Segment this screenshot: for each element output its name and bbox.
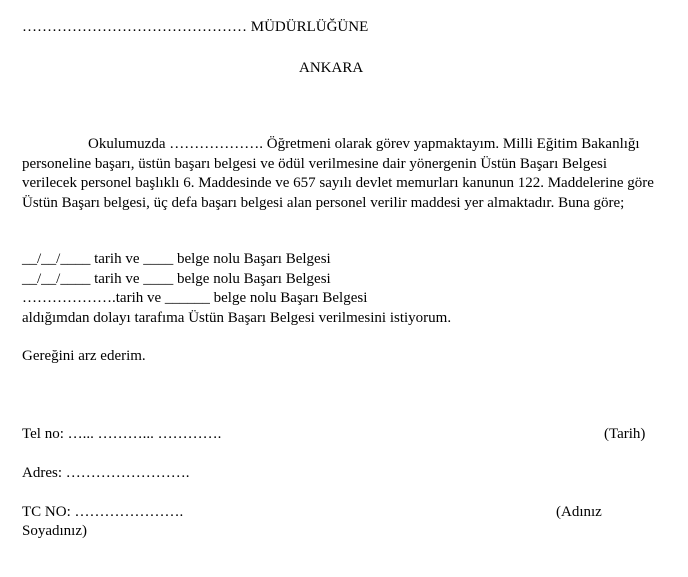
main-paragraph <box>22 135 662 213</box>
closing-line: Gereğini arz ederim. <box>22 348 146 364</box>
city-line: ANKARA <box>299 60 364 76</box>
name-placeholder-line1: (Adınız <box>556 504 602 520</box>
request-line: aldığımdan dolayı tarafıma Üstün Başarı Belgesi verilmesini istiyorum. <box>22 310 452 326</box>
name-placeholder-line2: Soyadınız) <box>22 523 87 539</box>
certificate-item-3: ……………….tarih ve ______ belge nolu Başarı Belgesi <box>22 290 368 306</box>
addressee-line: ……………………………………… MÜDÜRLÜĞÜNE <box>22 19 369 35</box>
address-field: Adres: ……………………. <box>22 465 190 481</box>
certificate-item-1: __/__/____ tarih ve ____ belge nolu Başarı Belgesi <box>22 251 331 267</box>
tc-no-field: TC NO: …………………. <box>22 504 184 520</box>
date-placeholder: (Tarih) <box>604 426 646 442</box>
tel-field: Tel no: …... ………... …………. <box>22 426 222 442</box>
certificate-item-2: __/__/____ tarih ve ____ belge nolu Başarı Belgesi <box>22 271 331 287</box>
main-paragraph-text: Okulumuzda ………………. Öğretmeni olarak görev yapmaktayım. Milli Eğitim Bakanlığı personeline başarı, üstün başarı belgesi ve ödül verilmesine dair yönergenin Üstün Başarı Belgesi verilecek personel başlıklı 6. Maddesinde ve 657 sayılı devlet memurları kanunun 122. Maddelerine göre Üstün Başarı belgesi, üç defa başarı belgesi alan personel verilir maddesi yer almaktadır. Buna göre; <box>22 136 654 211</box>
